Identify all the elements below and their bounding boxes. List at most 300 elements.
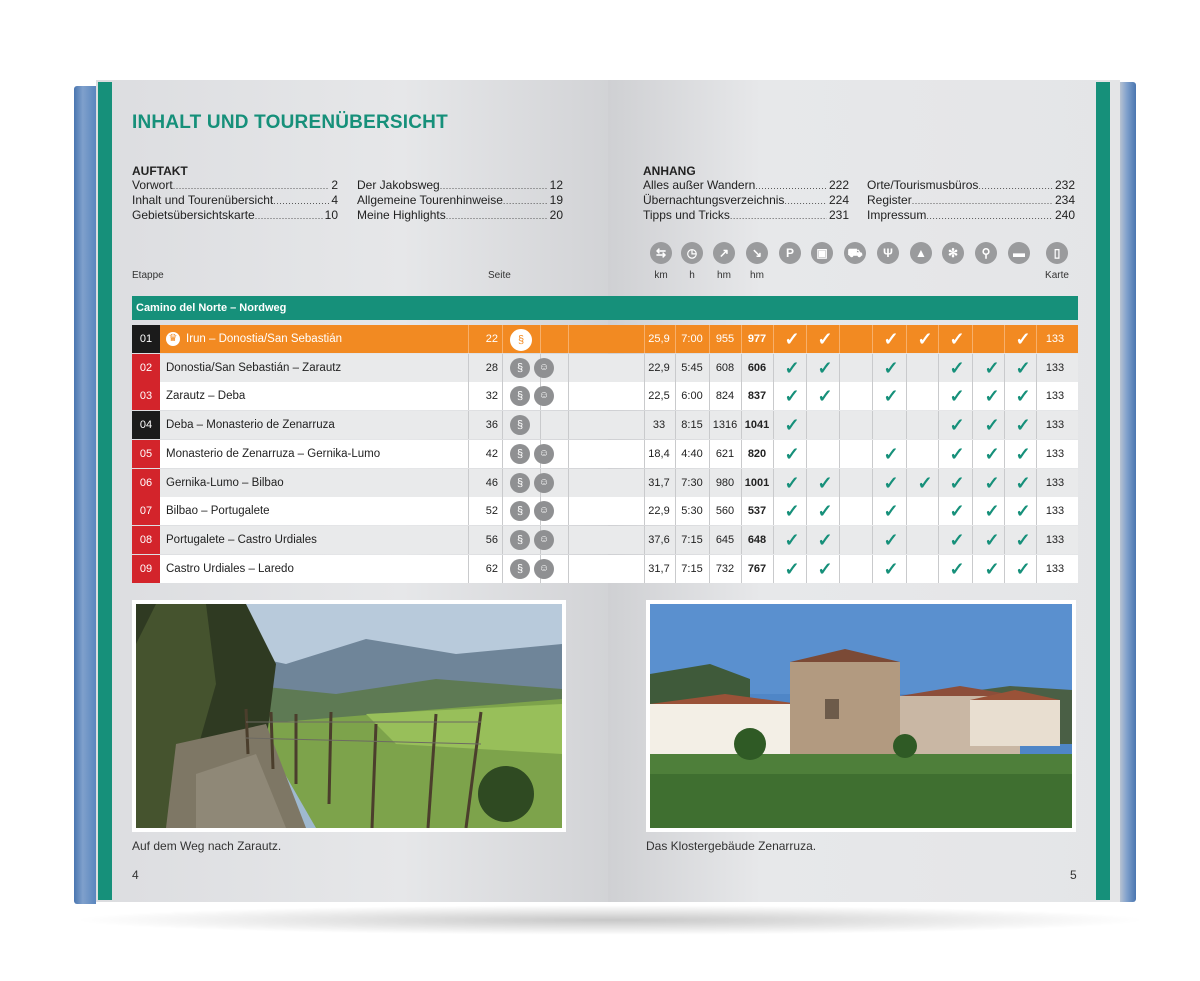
column-divider: [568, 440, 569, 468]
toc-entry-label: Alles außer Wandern: [643, 178, 756, 192]
family-bear-icon: ☺: [534, 386, 554, 406]
column-divider: [773, 325, 774, 353]
column-divider: [568, 526, 569, 554]
toc-entry-label: Tipps und Tricks: [643, 208, 730, 222]
column-divider: [568, 555, 569, 583]
difficulty-icon: §: [510, 501, 530, 521]
check-icon: ✓: [984, 472, 1000, 493]
check-icon: ✓: [949, 529, 965, 550]
stage-name-text: Deba – Monasterio de Zenarruza: [166, 419, 335, 432]
column-divider: [906, 325, 907, 353]
toc-entry-label: Meine Highlights: [357, 208, 446, 222]
stage-name[interactable]: [166, 382, 245, 410]
column-divider: [568, 382, 569, 410]
toc-entry-page: 222: [828, 178, 849, 192]
unit-label-karte: Karte: [1045, 270, 1069, 281]
column-divider: [773, 411, 774, 439]
difficulty-icon: §: [510, 329, 532, 351]
toc-entry[interactable]: [357, 178, 563, 193]
column-divider: [468, 411, 469, 439]
table-row[interactable]: [132, 354, 1078, 382]
toc-entry-page: 19: [549, 193, 563, 207]
stage-name-text: Gernika-Lumo – Bilbao: [166, 476, 284, 489]
difficulty-icon: §: [510, 386, 530, 406]
column-divider: [540, 411, 541, 439]
column-divider: [773, 354, 774, 382]
column-divider: [906, 382, 907, 410]
column-divider: [773, 469, 774, 497]
distance-km: 31,7: [648, 562, 670, 575]
toc-entry-label: Der Jakobsweg: [357, 178, 440, 192]
summit-icon: ▲: [910, 242, 932, 264]
table-row[interactable]: [132, 497, 1078, 525]
ascent-hm: 621: [715, 447, 735, 460]
descent-hm: 1001: [744, 476, 770, 489]
check-icon: ✓: [949, 386, 965, 407]
anhang-list: [643, 178, 849, 223]
map-page[interactable]: 133: [1045, 447, 1065, 460]
column-divider: [502, 555, 503, 583]
column-divider: [872, 497, 873, 525]
duration-hours: 4:40: [681, 447, 703, 460]
check-icon: ✓: [1015, 472, 1031, 493]
anhang-list-2: [867, 178, 1075, 223]
check-icon: ✓: [817, 501, 833, 522]
column-divider: [773, 440, 774, 468]
duration-hours: 8:15: [681, 419, 703, 432]
stage-name-text: Bilbao – Portugalete: [166, 505, 270, 518]
toc-entry-label: Vorwort: [132, 178, 173, 192]
stage-name-text: Castro Urdiales – Laredo: [166, 562, 294, 575]
restaurant-icon: Ψ: [877, 242, 899, 264]
ascent-hm: 732: [715, 562, 735, 575]
toc-entry[interactable]: [867, 178, 1075, 193]
column-divider: [872, 555, 873, 583]
check-icon: ✓: [784, 529, 800, 550]
column-divider: [502, 354, 503, 382]
check-icon: ✓: [1015, 558, 1031, 579]
column-divider: [773, 555, 774, 583]
clock-icon: ◷: [681, 242, 703, 264]
column-divider: [872, 354, 873, 382]
check-icon: ✓: [817, 329, 833, 349]
descent-icon: ↘: [746, 242, 768, 264]
check-icon: ✓: [817, 357, 833, 378]
stage-name[interactable]: [166, 497, 270, 525]
column-divider: [872, 411, 873, 439]
column-divider: [872, 440, 873, 468]
check-icon: ✓: [817, 529, 833, 550]
check-icon: ✓: [817, 472, 833, 493]
difficulty-icon: §: [510, 559, 530, 579]
unit-label-descent: hm: [750, 270, 764, 281]
toc-entry-page: 231: [828, 208, 849, 222]
table-row[interactable]: [132, 411, 1078, 439]
family-bear-icon: ☺: [534, 444, 554, 464]
distance-km: 25,9: [648, 333, 670, 345]
toc-entry[interactable]: [132, 193, 338, 208]
column-label-etappe: Etappe: [132, 270, 164, 281]
toc-entry[interactable]: [867, 208, 1075, 223]
bed-icon: ▬: [1008, 242, 1030, 264]
column-divider: [972, 497, 973, 525]
toc-entry-page: 20: [549, 208, 563, 222]
stage-name[interactable]: [166, 555, 294, 583]
stage-name[interactable]: [166, 469, 284, 497]
column-divider: [906, 440, 907, 468]
check-icon: ✓: [784, 472, 800, 493]
duration-hours: 7:00: [681, 333, 703, 345]
column-divider: [839, 411, 840, 439]
distance-km: 31,7: [648, 476, 670, 489]
table-row[interactable]: [132, 555, 1078, 583]
stage-number: 03: [132, 382, 160, 410]
column-label-seite: Seite: [488, 270, 511, 281]
check-icon: ✓: [984, 415, 1000, 436]
column-divider: [938, 440, 939, 468]
anhang-heading: ANHANG: [643, 164, 696, 178]
column-divider: [972, 354, 973, 382]
column-divider: [568, 325, 569, 353]
column-divider: [568, 354, 569, 382]
distance-km: 33: [652, 419, 666, 432]
stage-number: 09: [132, 555, 160, 583]
toc-entry-page: 232: [1054, 178, 1075, 192]
toc-entry-page: 240: [1054, 208, 1075, 222]
check-icon: ✓: [784, 415, 800, 436]
column-divider: [502, 440, 503, 468]
ascent-hm: 608: [715, 361, 735, 374]
stage-page[interactable]: 46: [485, 476, 498, 489]
page-title: INHALT UND TOURENÜBERSICHT: [132, 112, 448, 133]
stage-number: 04: [132, 411, 160, 439]
column-divider: [468, 526, 469, 554]
check-icon: ✓: [883, 529, 899, 550]
check-icon: ✓: [883, 386, 899, 407]
check-icon: ✓: [817, 558, 833, 579]
check-icon: ✓: [984, 501, 1000, 522]
column-divider: [502, 411, 503, 439]
stage-name-text: Donostia/San Sebastián – Zarautz: [166, 361, 342, 374]
column-divider: [773, 526, 774, 554]
check-icon: ✓: [949, 558, 965, 579]
toc-entry-label: Gebietsübersichtskarte: [132, 208, 255, 222]
toc-entry[interactable]: [643, 193, 849, 208]
column-divider: [972, 440, 973, 468]
descent-hm: 820: [747, 447, 767, 460]
map-page[interactable]: 133: [1045, 390, 1065, 403]
column-divider: [972, 325, 973, 353]
stage-number: 08: [132, 526, 160, 554]
toc-entry[interactable]: [132, 208, 338, 223]
difficulty-icon: §: [510, 473, 530, 493]
column-divider: [773, 382, 774, 410]
column-divider: [906, 469, 907, 497]
check-icon: ✓: [949, 357, 965, 378]
map-icon: ▯: [1046, 242, 1068, 264]
right-page-accent-bar: [1096, 82, 1110, 900]
column-divider: [906, 411, 907, 439]
page-number-right: 5: [1070, 868, 1077, 882]
check-icon: ✓: [883, 472, 899, 493]
duration-hours: 7:15: [681, 562, 703, 575]
column-divider: [1004, 325, 1005, 353]
check-icon: ✓: [1015, 501, 1031, 522]
photo-caption-left: Auf dem Weg nach Zarautz.: [132, 839, 282, 853]
stage-name-text: Irun – Donostia/San Sebastián: [186, 333, 342, 345]
toc-entry-page: 2: [331, 178, 338, 192]
column-divider: [938, 382, 939, 410]
column-divider: [906, 526, 907, 554]
check-icon: ✓: [949, 472, 965, 493]
distance-km: 22,9: [648, 505, 670, 518]
column-divider: [468, 325, 469, 353]
ascent-hm: 955: [715, 333, 735, 345]
duration-hours: 5:45: [681, 361, 703, 374]
distance-km: 18,4: [648, 447, 670, 460]
stage-number: 06: [132, 469, 160, 497]
photo-path-to-zarautz: [132, 600, 566, 832]
check-icon: ✓: [949, 415, 965, 436]
distance-km: 37,6: [648, 533, 670, 546]
toc-entry[interactable]: [357, 208, 563, 223]
column-divider: [468, 354, 469, 382]
descent-hm: 606: [747, 361, 767, 374]
column-divider: [972, 411, 973, 439]
column-divider: [502, 497, 503, 525]
toc-entry-page: 234: [1054, 193, 1075, 207]
difficulty-icon: §: [510, 415, 530, 435]
difficulty-icon: §: [510, 530, 530, 550]
check-icon: ✓: [1015, 443, 1031, 464]
table-row[interactable]: [132, 382, 1078, 410]
check-icon: ✓: [984, 529, 1000, 550]
toc-entry-label: Orte/Tourismusbüros: [867, 178, 979, 192]
check-icon: ✓: [1015, 357, 1031, 378]
column-divider: [872, 382, 873, 410]
check-icon: ✓: [949, 329, 965, 349]
descent-hm: 1041: [744, 419, 770, 432]
stage-name-text: Monasterio de Zenarruza – Gernika-Lumo: [166, 447, 381, 460]
family-bear-icon: ☺: [534, 559, 554, 579]
toc-entry-label: Impressum: [867, 208, 927, 222]
stage-number: 05: [132, 440, 160, 468]
column-divider: [540, 325, 541, 353]
descent-hm: 537: [747, 505, 767, 518]
check-icon: ✓: [817, 386, 833, 407]
auftakt-list: [132, 178, 338, 223]
ascent-hm: 824: [715, 390, 735, 403]
column-divider: [502, 526, 503, 554]
table-row[interactable]: [132, 469, 1078, 497]
stage-page[interactable]: 22: [485, 333, 498, 345]
map-page[interactable]: 133: [1045, 562, 1065, 575]
duration-hours: 7:30: [681, 476, 703, 489]
stage-name-text: Portugalete – Castro Urdiales: [166, 533, 317, 546]
column-divider: [972, 382, 973, 410]
check-icon: ✓: [1015, 386, 1031, 407]
photo-monastery-zenarruza: [646, 600, 1076, 832]
column-divider: [773, 497, 774, 525]
check-icon: ✓: [883, 558, 899, 579]
stage-page[interactable]: 36: [485, 419, 498, 432]
highlight-crown-icon: ♛: [166, 332, 180, 346]
duration-hours: 5:30: [681, 505, 703, 518]
column-divider: [872, 325, 873, 353]
check-icon: ✓: [883, 443, 899, 464]
check-icon: ✓: [984, 443, 1000, 464]
check-icon: ✓: [949, 443, 965, 464]
map-page[interactable]: 133: [1045, 361, 1065, 374]
column-divider: [839, 440, 840, 468]
stage-name[interactable]: [166, 440, 380, 468]
toc-entry-label: Register: [867, 193, 912, 207]
book-shadow: [70, 905, 1150, 935]
descent-hm: 767: [747, 562, 767, 575]
column-divider: [972, 555, 973, 583]
map-page[interactable]: 133: [1045, 505, 1065, 518]
check-icon: ✓: [984, 386, 1000, 407]
column-divider: [468, 555, 469, 583]
cable-car-icon: ⛟: [844, 242, 866, 264]
column-divider: [502, 469, 503, 497]
check-icon: ✓: [784, 357, 800, 378]
check-icon: ✓: [1015, 415, 1031, 436]
ascent-hm: 645: [715, 533, 735, 546]
map-page[interactable]: 133: [1045, 533, 1065, 546]
family-bear-icon: ☺: [534, 473, 554, 493]
map-page[interactable]: 133: [1045, 419, 1065, 432]
table-section-header: Camino del Norte – Nordweg: [132, 296, 1078, 320]
column-divider: [568, 469, 569, 497]
column-divider: [468, 469, 469, 497]
descent-hm: 648: [747, 533, 767, 546]
stage-page[interactable]: 56: [485, 533, 498, 546]
descent-hm: 977: [747, 333, 767, 345]
family-bear-icon: ☺: [534, 358, 554, 378]
parking-icon: P: [779, 242, 801, 264]
toc-entry-page: 4: [331, 193, 338, 207]
stage-page[interactable]: 62: [485, 562, 498, 575]
toc-entry[interactable]: [867, 193, 1075, 208]
photo-caption-right: Das Klostergebäude Zenarruza.: [646, 839, 817, 853]
column-divider: [468, 497, 469, 525]
column-divider: [906, 497, 907, 525]
unit-label-km: km: [654, 270, 668, 281]
duration-hours: 6:00: [681, 390, 703, 403]
check-icon: ✓: [984, 558, 1000, 579]
difficulty-icon: §: [510, 444, 530, 464]
check-icon: ✓: [1015, 529, 1031, 550]
column-divider: [938, 411, 939, 439]
stage-name[interactable]: [166, 411, 335, 439]
distance-km: 22,9: [648, 361, 670, 374]
stage-page[interactable]: 52: [485, 505, 498, 518]
stage-page[interactable]: 42: [485, 447, 498, 460]
stage-number: 07: [132, 497, 160, 525]
unit-label-ascent: hm: [717, 270, 731, 281]
check-icon: ✓: [784, 386, 800, 407]
family-bear-icon: ☺: [534, 530, 554, 550]
stage-name[interactable]: [166, 325, 342, 353]
check-icon: ✓: [984, 357, 1000, 378]
column-divider: [972, 469, 973, 497]
column-divider: [568, 497, 569, 525]
stage-number: 02: [132, 354, 160, 382]
map-page[interactable]: 133: [1045, 333, 1065, 345]
column-divider: [468, 440, 469, 468]
toc-entry[interactable]: [357, 193, 563, 208]
column-divider: [906, 555, 907, 583]
check-icon: ✓: [917, 329, 933, 349]
column-divider: [938, 354, 939, 382]
auftakt-list-2: [357, 178, 563, 223]
column-divider: [938, 526, 939, 554]
stage-page[interactable]: 28: [485, 361, 498, 374]
toc-entry[interactable]: [643, 178, 849, 193]
family-bear-icon: ☺: [534, 501, 554, 521]
table-row[interactable]: [132, 325, 1078, 353]
winter-icon: ✻: [942, 242, 964, 264]
check-icon: ✓: [784, 558, 800, 579]
toc-entry[interactable]: [132, 178, 338, 193]
column-divider: [468, 382, 469, 410]
column-divider: [872, 526, 873, 554]
check-icon: ✓: [883, 501, 899, 522]
descent-hm: 837: [747, 390, 767, 403]
toc-entry-label: Übernachtungsverzeichnis: [643, 193, 785, 207]
ascent-hm: 560: [715, 505, 735, 518]
table-row[interactable]: [132, 526, 1078, 554]
cover-edge-right: [1118, 82, 1136, 902]
page-number-left: 4: [132, 868, 139, 882]
table-row[interactable]: [132, 440, 1078, 468]
stage-name[interactable]: [166, 354, 341, 382]
unit-label-h: h: [689, 270, 695, 281]
check-icon: ✓: [949, 501, 965, 522]
stage-name[interactable]: [166, 526, 317, 554]
distance-km: 22,5: [648, 390, 670, 403]
stage-number: 01: [132, 325, 160, 353]
check-icon: ✓: [784, 329, 800, 349]
bus-icon: ▣: [811, 242, 833, 264]
column-divider: [502, 382, 503, 410]
check-icon: ✓: [883, 329, 899, 349]
auftakt-heading: AUFTAKT: [132, 164, 188, 178]
column-divider: [502, 325, 503, 353]
bike-icon: ⚲: [975, 242, 997, 264]
duration-hours: 7:15: [681, 533, 703, 546]
column-divider: [568, 411, 569, 439]
toc-entry[interactable]: [643, 208, 849, 223]
map-page[interactable]: 133: [1045, 476, 1065, 489]
ascent-icon: ↗: [713, 242, 735, 264]
column-divider: [872, 469, 873, 497]
cover-edge-left: [74, 86, 96, 904]
stage-name-text: Zarautz – Deba: [166, 390, 246, 403]
toc-entry-page: 12: [549, 178, 563, 192]
stage-page[interactable]: 32: [485, 390, 498, 403]
left-page-accent-bar: [98, 82, 112, 900]
check-icon: ✓: [784, 443, 800, 464]
ascent-hm: 1316: [712, 419, 738, 432]
check-icon: ✓: [917, 472, 933, 493]
toc-entry-page: 224: [828, 193, 849, 207]
check-icon: ✓: [784, 501, 800, 522]
signpost-icon: ⇆: [650, 242, 672, 264]
toc-entry-label: Allgemeine Tourenhinweise: [357, 193, 503, 207]
column-divider: [972, 526, 973, 554]
